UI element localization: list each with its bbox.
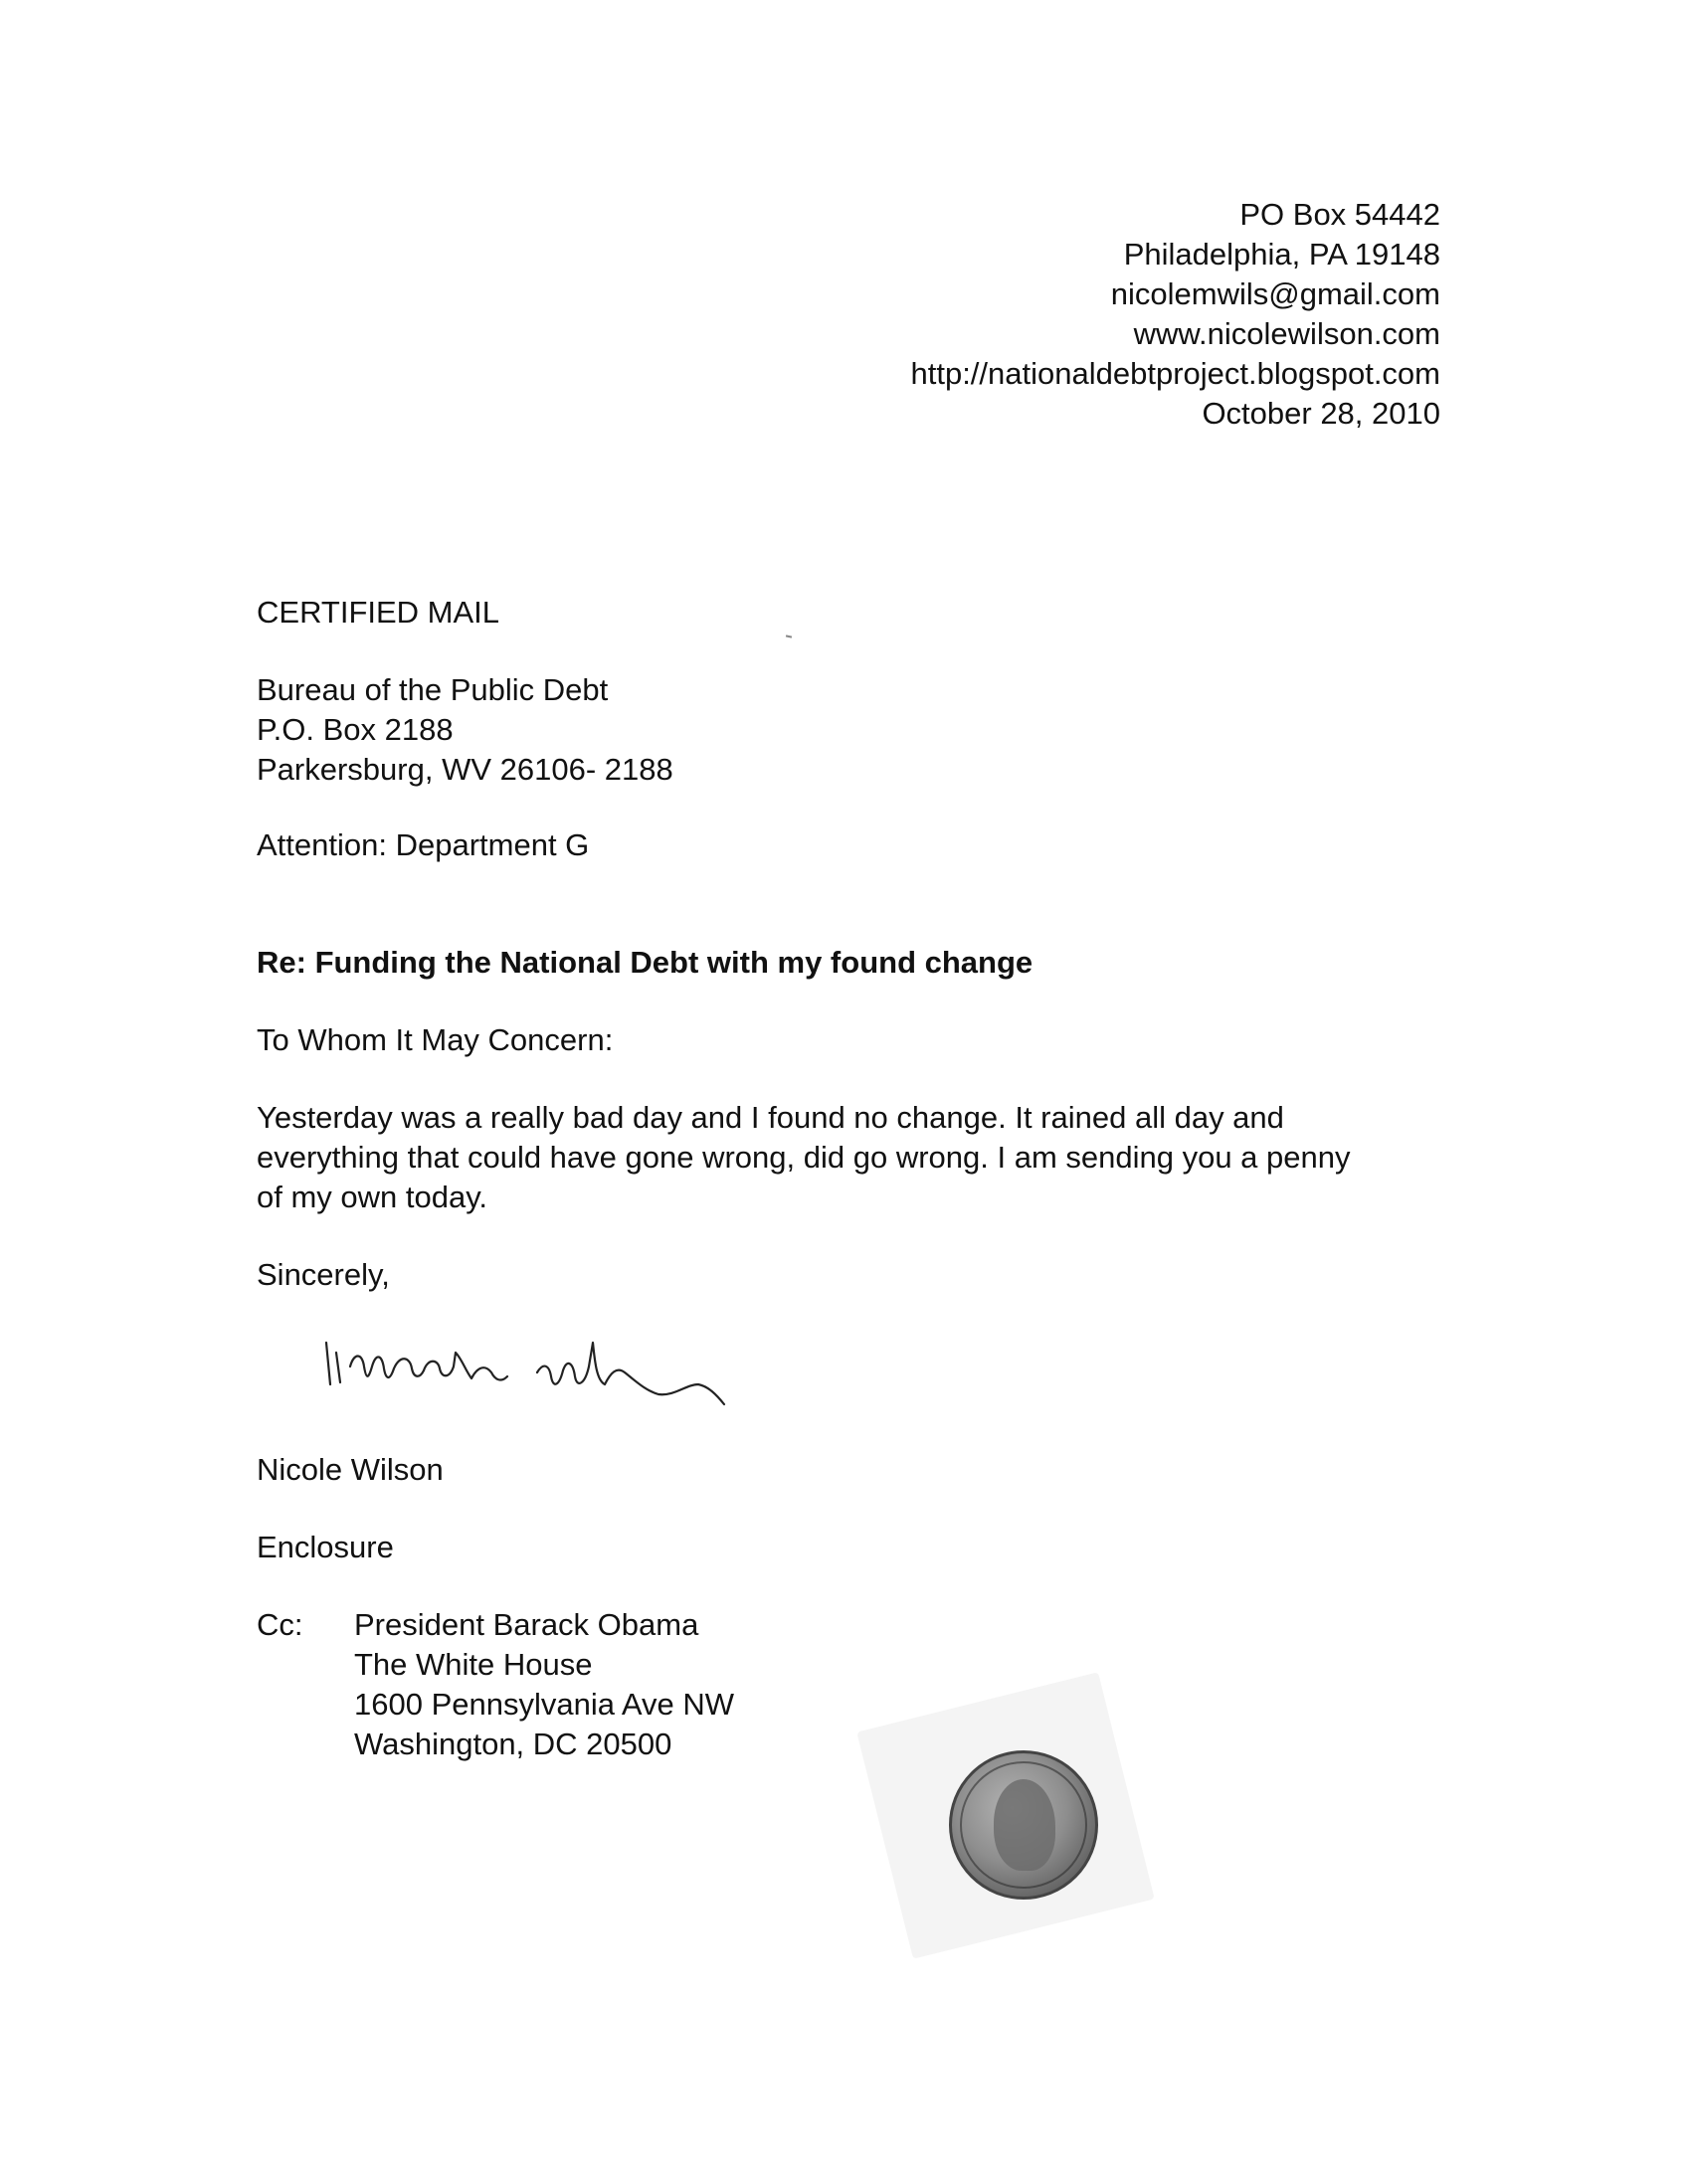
letter-body — [257, 1098, 1450, 1217]
taped-penny — [851, 1679, 1180, 1957]
recipient-name: Bureau of the Public Debt — [257, 672, 609, 707]
sender-city-state: Philadelphia, PA 19148 — [1123, 237, 1440, 272]
letter-date: October 28, 2010 — [1202, 396, 1440, 431]
cc-name: President Barack Obama — [354, 1607, 699, 1642]
recipient-box: P.O. Box 2188 — [257, 712, 454, 747]
signer-name: Nicole Wilson — [257, 1452, 444, 1487]
cc-organization: The White House — [354, 1647, 593, 1682]
cc-address — [354, 1605, 734, 1764]
recipient-address-block — [257, 670, 673, 790]
subject-line: Re: Funding the National Debt with my found change — [257, 945, 1033, 980]
body-line: Yesterday was a really bad day and I found no change. It rained all day and — [257, 1100, 1284, 1135]
lincoln-portrait-icon — [994, 1779, 1055, 1871]
scan-speck — [786, 635, 792, 637]
body-line: of my own today. — [257, 1180, 488, 1214]
cc-city: Washington, DC 20500 — [354, 1727, 672, 1761]
sender-po-box: PO Box 54442 — [1239, 197, 1440, 232]
handwritten-signature — [316, 1323, 764, 1432]
sender-blog: http://nationaldebtproject.blogspot.com — [910, 356, 1440, 391]
cc-block — [257, 1605, 734, 1764]
body-line: everything that could have gone wrong, did go wrong. I am sending you a penny — [257, 1140, 1351, 1175]
delivery-method: CERTIFIED MAIL — [257, 595, 500, 630]
cc-street: 1600 Pennsylvania Ave NW — [354, 1687, 734, 1722]
sender-website: www.nicolewilson.com — [1133, 316, 1440, 351]
recipient-city: Parkersburg, WV 26106- 2188 — [257, 752, 673, 787]
sender-address-block — [645, 195, 1440, 434]
cc-label: Cc: — [257, 1607, 303, 1642]
enclosure-note: Enclosure — [257, 1530, 394, 1564]
attention-line: Attention: Department G — [257, 827, 590, 862]
sender-email: nicolemwils@gmail.com — [1110, 276, 1440, 311]
closing: Sincerely, — [257, 1257, 390, 1292]
penny-coin-icon — [949, 1750, 1098, 1900]
salutation: To Whom It May Concern: — [257, 1022, 614, 1057]
